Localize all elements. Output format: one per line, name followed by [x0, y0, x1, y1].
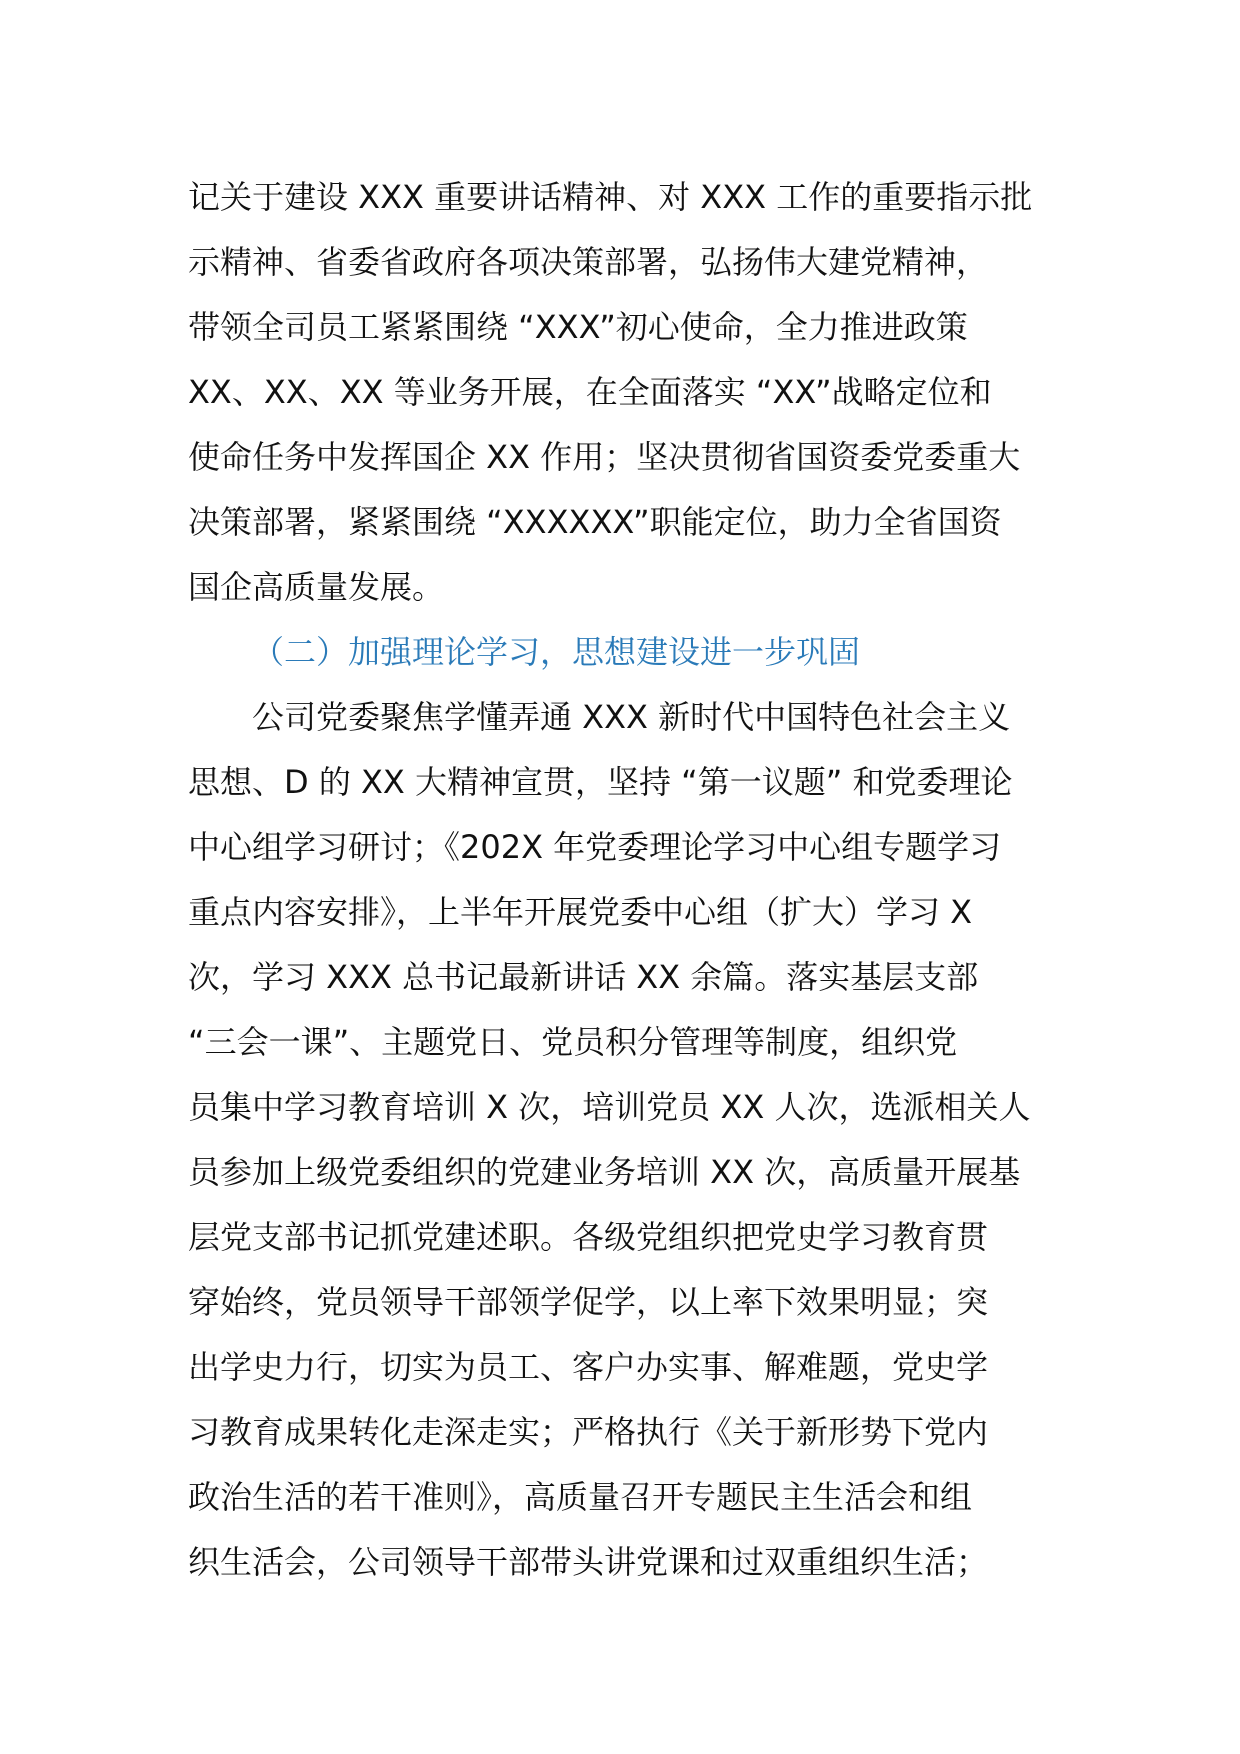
paragraph-line: 出学史力行，切实为员工、客户办实事、解难题，党史学	[188, 1348, 989, 1386]
paragraph-line: 决策部署，紧紧围绕 “XXXXXX”职能定位，助力全省国资	[188, 503, 1002, 541]
paragraph-line: 带领全司员工紧紧围绕 “XXX”初心使命，全力推进政策	[188, 308, 968, 346]
paragraph-line: 重点内容安排》，上半年开展党委中心组（扩大）学习 X	[188, 893, 973, 931]
paragraph-line: 穿始终，党员领导干部领学促学，以上率下效果明显；突	[188, 1283, 989, 1321]
paragraph-line: 政治生活的若干准则》，高质量召开专题民主生活会和组	[188, 1478, 973, 1516]
document-body	[188, 165, 1058, 1595]
paragraph-line: 记关于建设 XXX 重要讲话精神、对 XXX 工作的重要指示批	[188, 178, 1033, 216]
paragraph-line: XX、XX、XX 等业务开展，在全面落实 “XX”战略定位和	[188, 373, 992, 411]
section-heading: （二）加强理论学习，思想建设进一步巩固	[252, 633, 861, 671]
paragraph-line: 层党支部书记抓党建述职。各级党组织把党史学习教育贯	[188, 1218, 989, 1256]
paragraph-line: 思想、D 的 XX 大精神宣贯，坚持 “第一议题” 和党委理论	[188, 763, 1013, 801]
paragraph-line: 员参加上级党委组织的党建业务培训 XX 次，高质量开展基	[188, 1153, 1021, 1191]
paragraph-line: “三会一课”、主题党日、党员积分管理等制度，组织党	[188, 1023, 958, 1061]
paragraph-line: 次，学习 XXX 总书记最新讲话 XX 余篇。落实基层支部	[188, 958, 979, 996]
paragraph-line: 公司党委聚焦学懂弄通 XXX 新时代中国特色社会主义	[252, 698, 1011, 736]
paragraph-line: 习教育成果转化走深走实；严格执行《关于新形势下党内	[188, 1413, 989, 1451]
paragraph-line: 国企高质量发展。	[188, 568, 445, 606]
paragraph-line: 织生活会，公司领导干部带头讲党课和过双重组织生活；	[188, 1543, 989, 1581]
paragraph-line: 使命任务中发挥国企 XX 作用；坚决贯彻省国资委党委重大	[188, 438, 1021, 476]
paragraph-line: 中心组学习研讨；《202X 年党委理论学习中心组专题学习	[188, 828, 1002, 866]
paragraph-line: 员集中学习教育培训 X 次，培训党员 XX 人次，选派相关人	[188, 1088, 1031, 1126]
paragraph-line: 示精神、省委省政府各项决策部署，弘扬伟大建党精神，	[188, 243, 989, 281]
